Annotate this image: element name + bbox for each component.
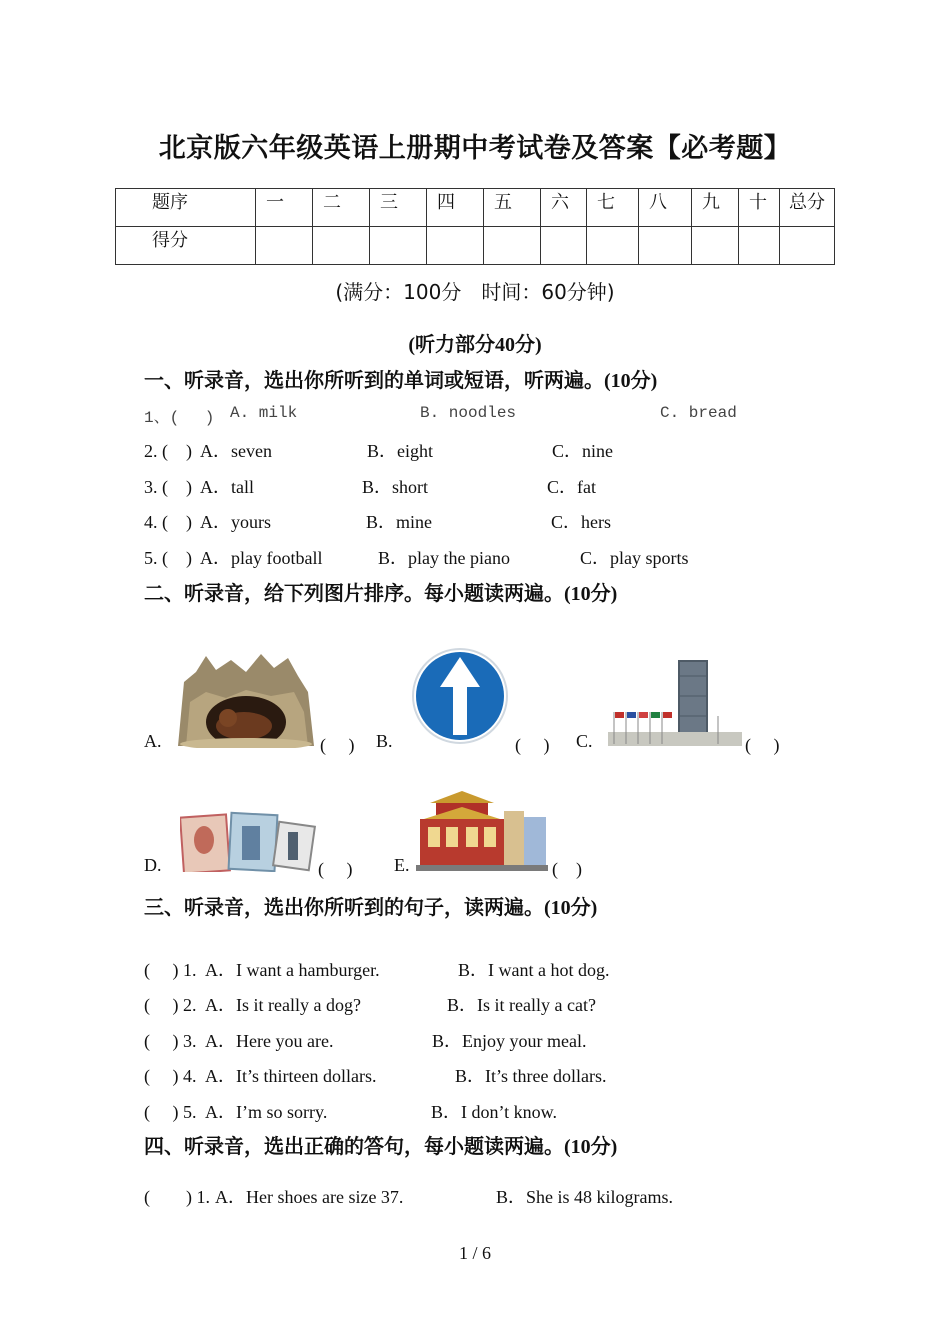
page-title: 北京版六年级英语上册期中考试卷及答案【必考题】 [158,133,792,164]
score-input-cell[interactable] [256,227,313,265]
option-a: A．play football [200,548,323,568]
option-c: C．hers [551,512,611,532]
un-building-picture [608,656,742,748]
option-b: B．Enjoy your meal. [432,1031,587,1051]
answer-blank[interactable]: ( ) [320,735,355,755]
score-input-cell[interactable] [639,227,692,265]
picture-label: C. [576,731,593,751]
option-b: B．I don’t know. [431,1102,557,1122]
answer-blank[interactable]: ( ) [515,735,550,755]
option-a: A．Here you are. [205,1031,334,1051]
picture-label: B. [376,731,393,751]
picture-label: A. [144,731,162,751]
option-a: A．I want a hamburger. [205,960,380,980]
option-c: C．fat [547,477,596,497]
option-c: C．play sports [580,548,689,568]
score-input-cell[interactable] [780,227,835,265]
option-b: B．eight [367,441,433,461]
option-b: B．She is 48 kilograms. [496,1187,674,1207]
score-input-cell[interactable] [370,227,427,265]
question-number: ( ) 5. [144,1102,197,1122]
option-b: B．I want a hot dog. [458,960,610,980]
section-heading-text: 三、听录音，选出你所听到的句子，读两遍。 [144,895,544,919]
section-points: (10分) [544,897,598,919]
option-a: A．seven [200,441,272,461]
score-input-cell[interactable] [739,227,780,265]
option-b: B．It’s three dollars. [455,1066,607,1086]
section-heading [144,577,617,606]
option-a: A. milk [230,404,298,422]
table-cell: 二 [313,189,370,227]
option-a: A．It’s thirteen dollars. [205,1066,377,1086]
table-cell: 六 [541,189,587,227]
question-number: ( ) 2. [144,995,197,1015]
table-cell: 十 [739,189,780,227]
section-points: (10分) [564,1136,618,1158]
score-table-score-row [116,227,835,265]
question-number: 3. ( ) [144,477,192,497]
option-a: A．tall [200,477,254,497]
section-points: (10分) [564,583,618,605]
table-cell: 五 [484,189,541,227]
section-heading-text: 二、听录音，给下列图片排序。每小题读两遍。 [144,581,564,605]
option-b: B．Is it really a cat? [447,995,596,1015]
section-heading [144,364,657,393]
question-number: 2. ( ) [144,441,192,461]
option-b: B．mine [366,512,432,532]
option-c: C．nine [552,441,613,461]
answer-blank[interactable]: ( ) [552,859,582,879]
option-a: A．Is it really a dog? [205,995,361,1015]
score-input-cell[interactable] [587,227,639,265]
table-cell: 七 [587,189,639,227]
question-number: ( ) 1. [144,960,197,980]
section-heading-text: 一、听录音，选出你所听到的单词或短语，听两遍。 [144,368,604,392]
question-number: 5. ( ) [144,548,192,568]
answer-blank[interactable]: ( ) [745,735,780,755]
score-input-cell[interactable] [484,227,541,265]
table-cell: 四 [427,189,484,227]
option-a: A．Her shoes are size 37. [215,1187,404,1207]
option-b: B．short [362,477,429,497]
question-number: ( ) 4. [144,1066,197,1086]
stamps-picture [180,810,316,872]
section-points: (10分) [604,370,658,392]
score-input-cell[interactable] [313,227,370,265]
score-table [115,188,835,265]
bear-cave-picture [176,652,316,748]
table-cell: 八 [639,189,692,227]
table-cell: 九 [692,189,739,227]
up-arrow-sign-picture [410,647,510,745]
option-b: B．play the piano [378,548,510,568]
section-heading-text: 四、听录音，选出正确的答句，每小题读两遍。 [144,1134,564,1158]
picture-label: E. [394,855,410,875]
table-cell: 一 [256,189,313,227]
score-input-cell[interactable] [692,227,739,265]
section-heading [144,891,597,920]
score-input-cell[interactable] [427,227,484,265]
table-cell: 总分 [780,189,835,227]
page-number: 1 / 6 [458,1243,491,1263]
listening-part-header: (听力部分40分) [408,334,542,356]
chinese-building-picture [416,781,548,871]
section-heading [144,1130,617,1159]
option-c: C. bread [660,404,737,422]
question-number: 4. ( ) [144,512,192,532]
picture-label: D. [144,855,162,875]
table-cell: 题序 [116,189,256,227]
table-cell: 得分 [116,227,256,265]
score-input-cell[interactable] [541,227,587,265]
option-a: A．yours [200,512,271,532]
question-number: 1、( ) [144,409,215,427]
table-cell: 三 [370,189,427,227]
score-table-header-row [116,189,835,227]
option-a: A．I’m so sorry. [205,1102,328,1122]
option-b: B. noodles [420,404,517,422]
exam-info: (满分：100分 时间：60分钟) [335,280,615,304]
question-number: ( ) 3. [144,1031,197,1051]
question-number: ( ) 1. [144,1187,210,1207]
answer-blank[interactable]: ( ) [318,859,353,879]
